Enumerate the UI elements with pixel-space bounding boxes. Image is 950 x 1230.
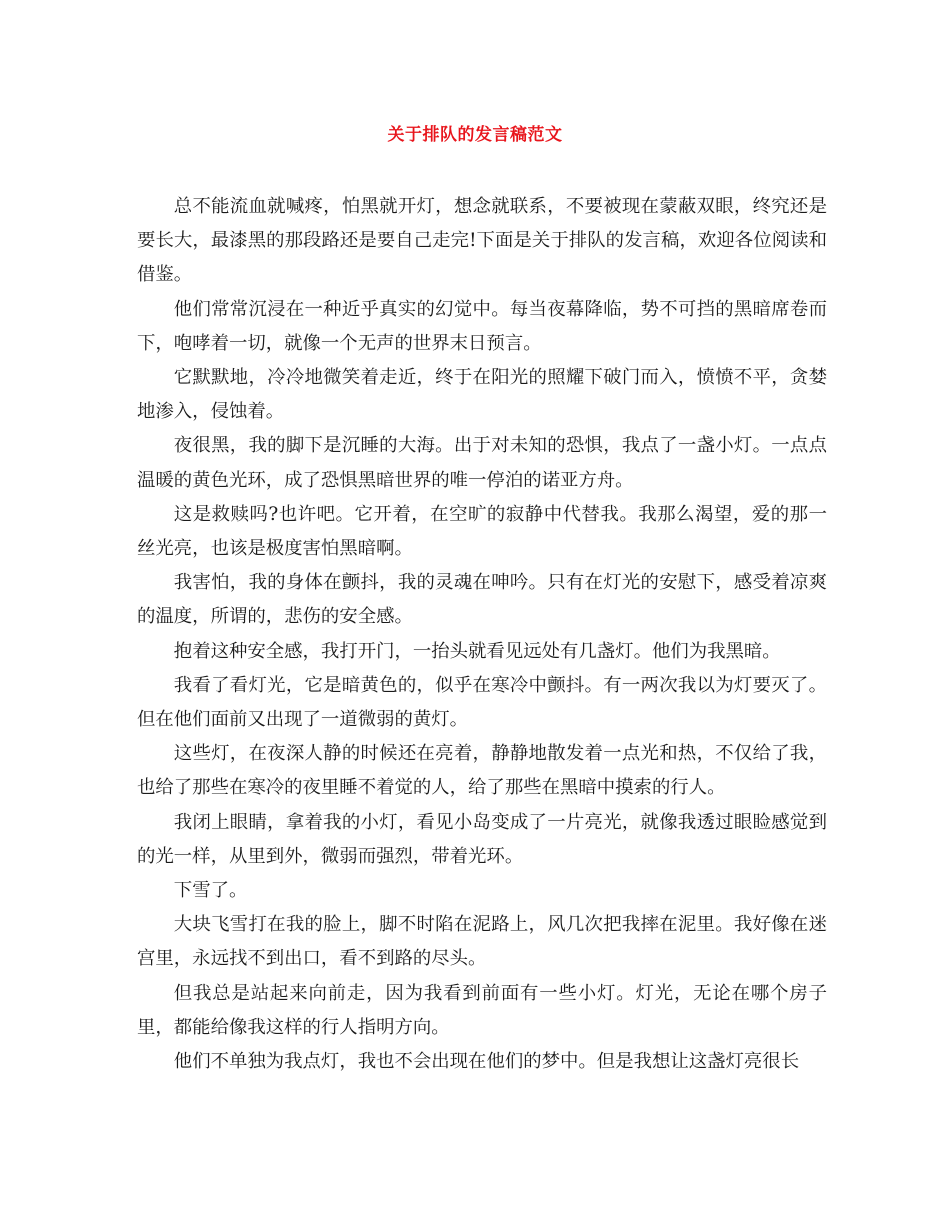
document-body	[137, 190, 827, 1079]
paragraph: 这些灯，在夜深人静的时候还在亮着，静静地散发着一点光和热，不仅给了我，也给了那些在寒冷的夜里睡不着觉的人，给了那些在黑暗中摸索的行人。	[137, 743, 827, 799]
paragraph: 这是救赎吗?也许吧。它开着，在空旷的寂静中代替我。我那么渴望，爱的那一丝光亮，也该是极度害怕黑暗啊。	[137, 503, 827, 560]
paragraph: 抱着这种安全感，我打开门，一抬头就看见远处有几盏灯。他们为我黑暗。	[173, 640, 781, 662]
paragraph: 下雪了。	[173, 880, 248, 902]
paragraph: 但我总是站起来向前走，因为我看到前面有一些小灯。灯光，无论在哪个房子里，都能给像我这样的行人指明方向。	[137, 982, 827, 1038]
paragraph: 总不能流血就喊疼，怕黑就开灯，想念就联系，不要被现在蒙蔽双眼，终究还是要长大，最漆黑的那段路还是要自己走完!下面是关于排队的发言稿，欢迎各位阅读和借鉴。	[137, 196, 827, 286]
paragraph: 他们常常沉浸在一种近乎真实的幻觉中。每当夜幕降临，势不可挡的黑暗席卷而下，咆哮着一切，就像一个无声的世界末日预言。	[137, 298, 827, 354]
paragraph: 我害怕，我的身体在颤抖，我的灵魂在呻吟。只有在灯光的安慰下，感受着凉爽的温度，所谓的，悲伤的安全感。	[137, 572, 827, 628]
paragraph: 大块飞雪打在我的脸上，脚不时陷在泥路上，风几次把我摔在泥里。我好像在迷宫里，永远找不到出口，看不到路的尽头。	[137, 914, 827, 970]
paragraph: 它默默地，冷冷地微笑着走近，终于在阳光的照耀下破门而入，愤愤不平，贪婪地渗入，侵蚀着。	[137, 367, 827, 423]
paragraph: 我闭上眼睛，拿着我的小灯，看见小岛变成了一片亮光，就像我透过眼睑感觉到的光一样，从里到外，微弱而强烈，带着光环。	[137, 811, 827, 867]
paragraph: 他们不单独为我点灯，我也不会出现在他们的梦中。但是我想让这盏灯亮很长	[173, 1051, 800, 1073]
paragraph: 我看了看灯光，它是暗黄色的，似乎在寒冷中颤抖。有一两次我以为灯要灭了。但在他们面前又出现了一道微弱的黄灯。	[137, 674, 827, 731]
paragraph: 夜很黑，我的脚下是沉睡的大海。出于对未知的恐惧，我点了一盏小灯。一点点温暖的黄色光环，成了恐惧黑暗世界的唯一停泊的诺亚方舟。	[137, 435, 827, 491]
document-title: 关于排队的发言稿范文	[387, 125, 563, 145]
